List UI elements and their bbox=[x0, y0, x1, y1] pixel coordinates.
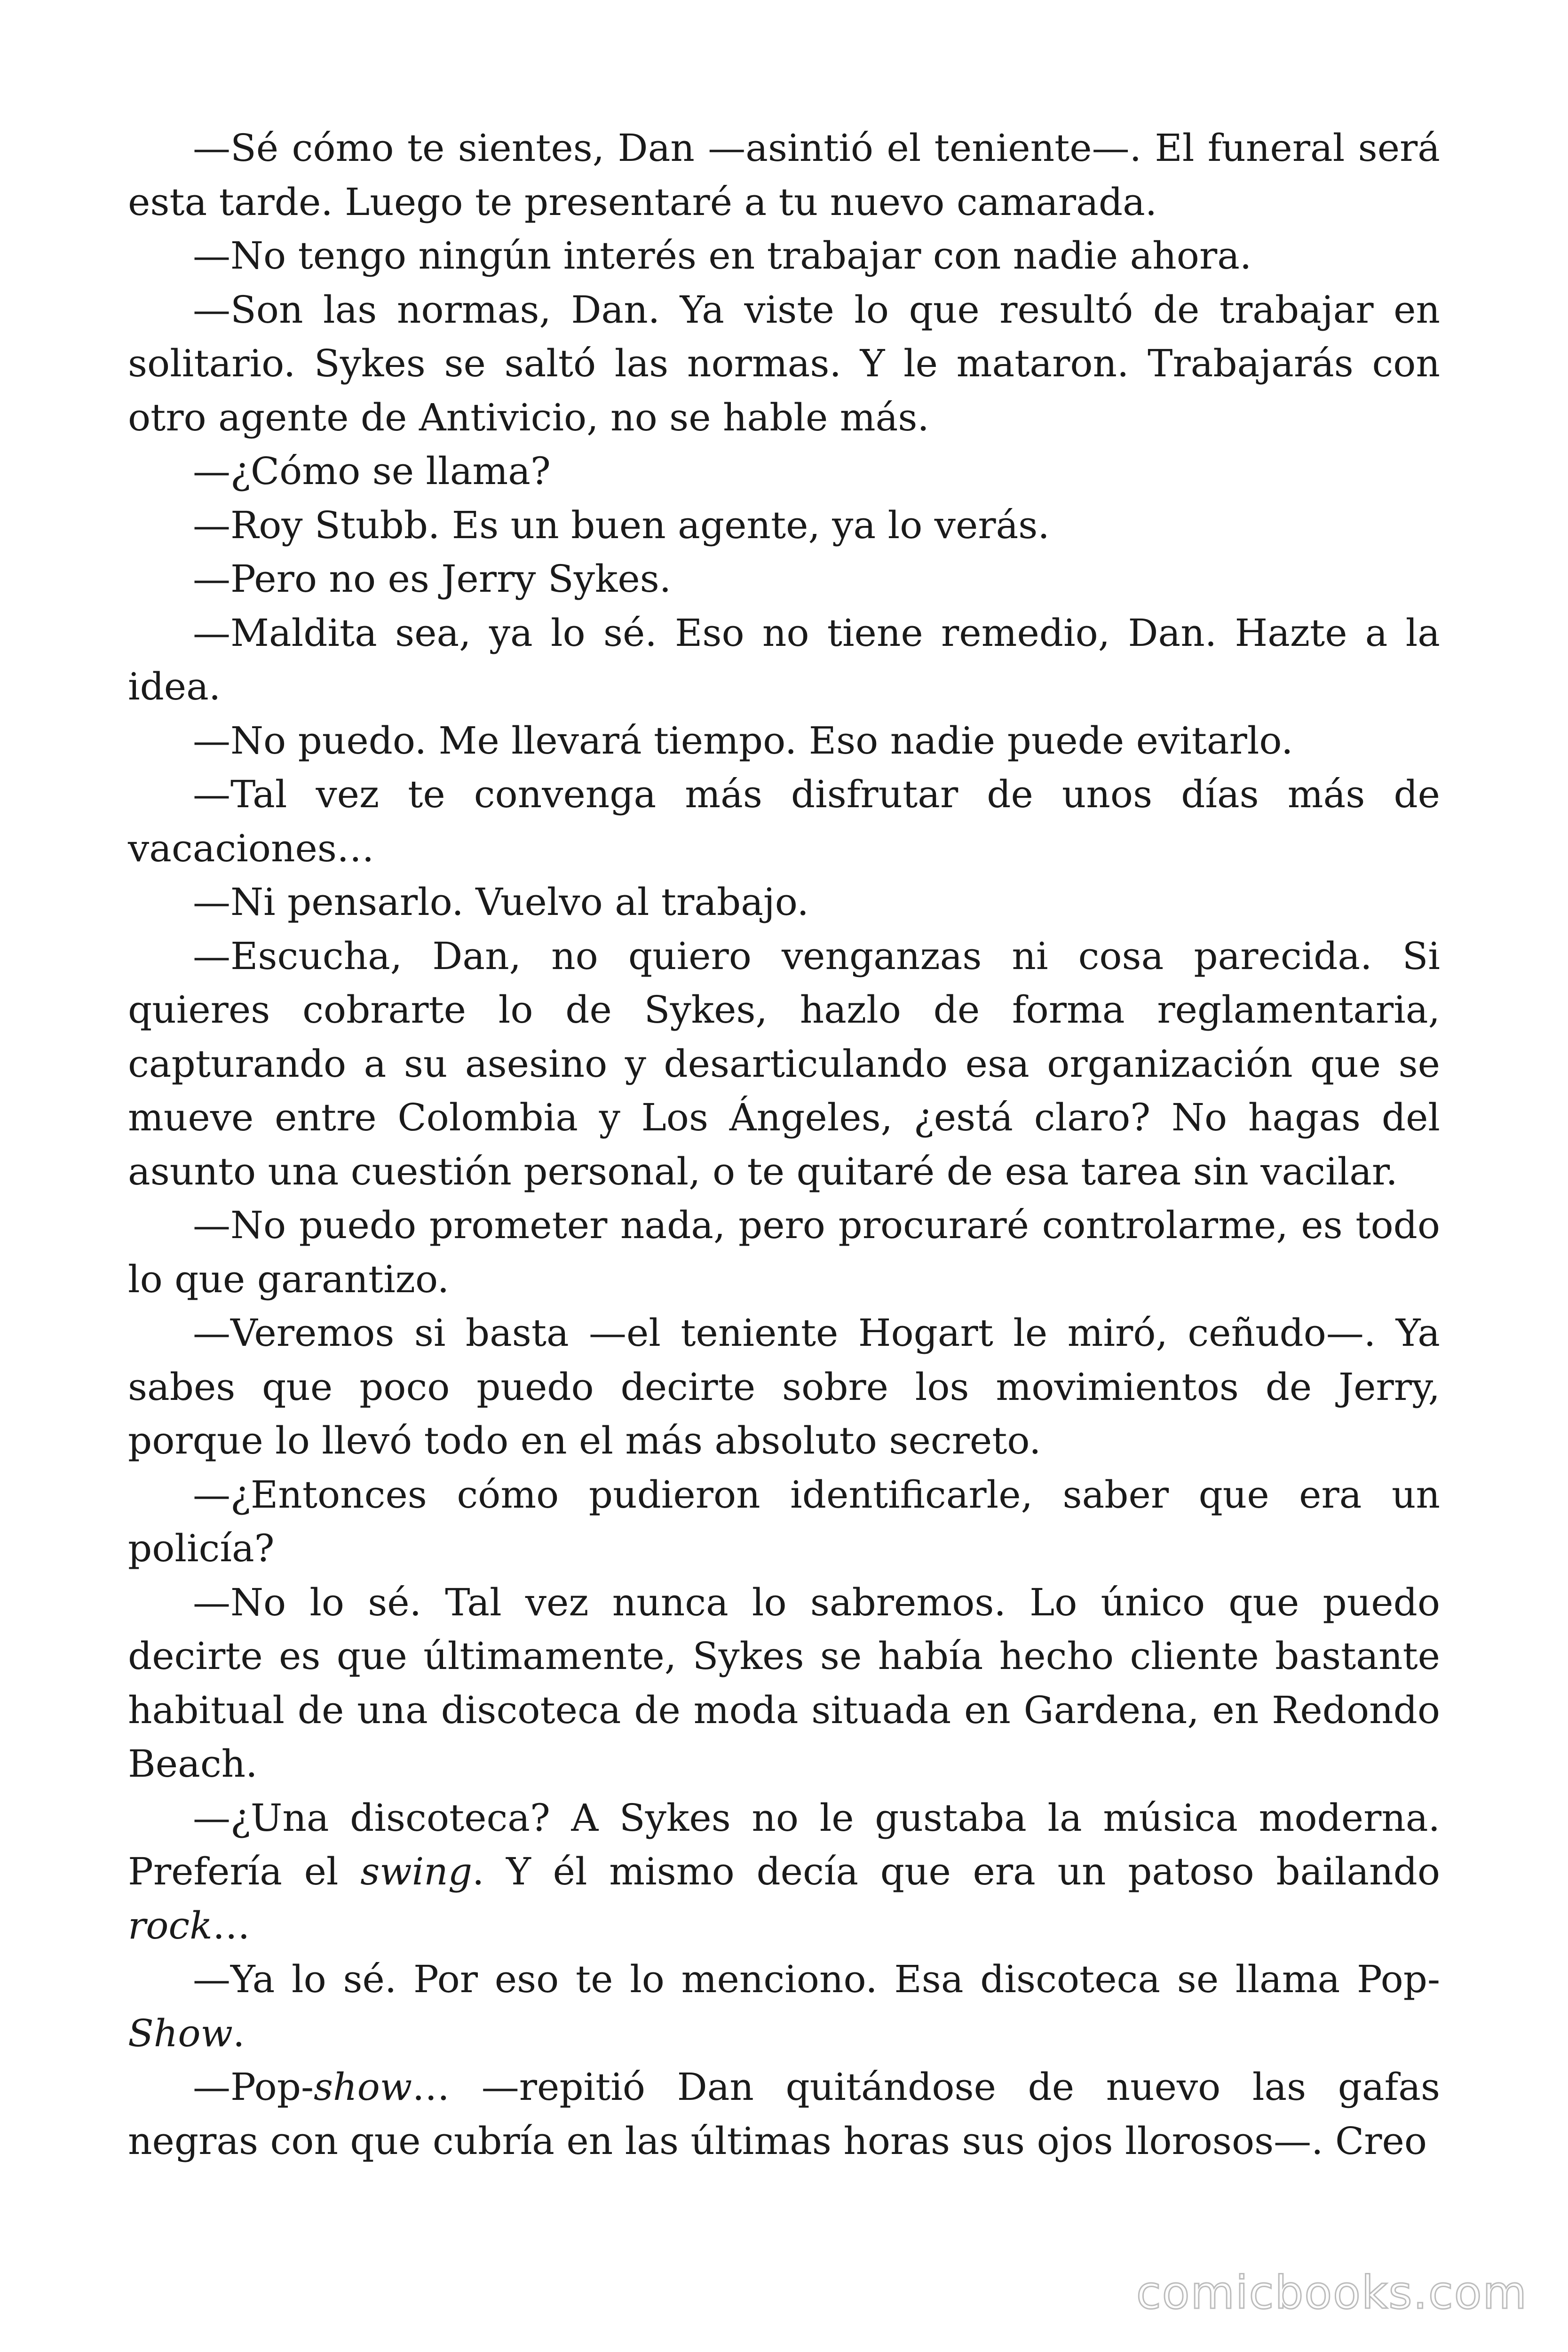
body-text bbox=[128, 121, 1440, 2168]
text-run: —Maldita sea, ya lo sé. Eso no tiene remedio, Dan. Hazte a la idea. bbox=[128, 611, 1440, 708]
text-run: —Tal vez te convenga más disfrutar de unos días más de vacaciones… bbox=[128, 772, 1440, 870]
text-run: —Ni pensarlo. Vuelvo al trabajo. bbox=[193, 880, 809, 924]
text-run: … bbox=[212, 1903, 250, 1947]
text-run: . bbox=[232, 2011, 245, 2055]
paragraph bbox=[128, 445, 1440, 499]
italic-text: Show bbox=[128, 2011, 233, 2055]
text-run: —Son las normas, Dan. Ya viste lo que resultó de trabajar en solitario. Sykes se saltó las normas. Y le mataron. Trabajarás con otro agente de Antivicio, no se hable más. bbox=[128, 287, 1440, 439]
text-run: —No tengo ningún interés en trabajar con nadie ahora. bbox=[193, 234, 1252, 278]
paragraph bbox=[128, 499, 1440, 553]
paragraph bbox=[128, 1306, 1440, 1468]
text-run: —No puedo. Me llevará tiempo. Eso nadie puede evitarlo. bbox=[193, 718, 1293, 763]
text-run: —Escucha, Dan, no quiero venganzas ni cosa parecida. Si quieres cobrarte lo de Sykes, hazlo de forma reglamentaria, capturando a su asesino y desarticulando esa organización que se mueve entre Colombia y Los Ángeles, ¿está claro? No hagas del asunto una cuestión personal, o te quitaré de esa tarea sin vacilar. bbox=[128, 934, 1440, 1193]
paragraph bbox=[128, 606, 1440, 714]
paragraph bbox=[128, 1576, 1440, 1791]
paragraph bbox=[128, 930, 1440, 1199]
text-run: —No puedo prometer nada, pero procuraré controlarme, es todo lo que garantizo. bbox=[128, 1203, 1440, 1301]
italic-text: show bbox=[314, 2065, 412, 2109]
paragraph bbox=[128, 1199, 1440, 1306]
paragraph bbox=[128, 1468, 1440, 1576]
paragraph bbox=[128, 121, 1440, 229]
text-run: —Veremos si basta —el teniente Hogart le miró, ceñudo—. Ya sabes que poco puedo decirte sobre los movimientos de Jerry, porque lo llevó todo en el más absoluto secreto. bbox=[128, 1311, 1440, 1462]
paragraph bbox=[128, 283, 1440, 445]
paragraph bbox=[128, 552, 1440, 606]
paragraph bbox=[128, 1791, 1440, 1953]
text-run: . Y él mismo decía que era un patoso bailando bbox=[472, 1850, 1441, 1893]
paragraph bbox=[128, 875, 1440, 930]
paragraph bbox=[128, 714, 1440, 768]
italic-text: swing bbox=[360, 1850, 473, 1893]
text-run: —Pero no es Jerry Sykes. bbox=[193, 557, 672, 601]
paragraph bbox=[128, 2060, 1440, 2168]
text-run: —¿Una discoteca? A Sykes no le gustaba la música moderna. Prefería el bbox=[128, 1796, 1440, 1893]
paragraph bbox=[128, 768, 1440, 875]
paragraph bbox=[128, 1953, 1440, 2060]
paragraph bbox=[128, 229, 1440, 283]
text-run: … —repitió Dan quitándose de nuevo las gafas negras con que cubría en las últimas horas sus ojos llorosos—. Creo bbox=[128, 2065, 1440, 2163]
text-run: —Pop- bbox=[193, 2065, 314, 2109]
text-run: —¿Entonces cómo pudieron identificarle, saber que era un policía? bbox=[128, 1472, 1440, 1570]
text-run: —No lo sé. Tal vez nunca lo sabremos. Lo único que puedo decirte es que últimamente, Sykes se había hecho cliente bastante habitual de una discoteca de moda situada en Gardena, en Redondo Beach. bbox=[128, 1580, 1440, 1786]
italic-text: rock bbox=[128, 1903, 213, 1947]
text-run: —Sé cómo te sientes, Dan —asintió el teniente—. El funeral será esta tarde. Luego te presentaré a tu nuevo camarada. bbox=[128, 126, 1440, 224]
text-run: —¿Cómo se llama? bbox=[193, 449, 551, 493]
text-run: —Ya lo sé. Por eso te lo menciono. Esa discoteca se llama Pop- bbox=[193, 1957, 1440, 2001]
watermark-logo: comicbooks.com bbox=[1136, 2266, 1528, 2319]
text-run: —Roy Stubb. Es un buen agente, ya lo verás. bbox=[193, 503, 1050, 547]
